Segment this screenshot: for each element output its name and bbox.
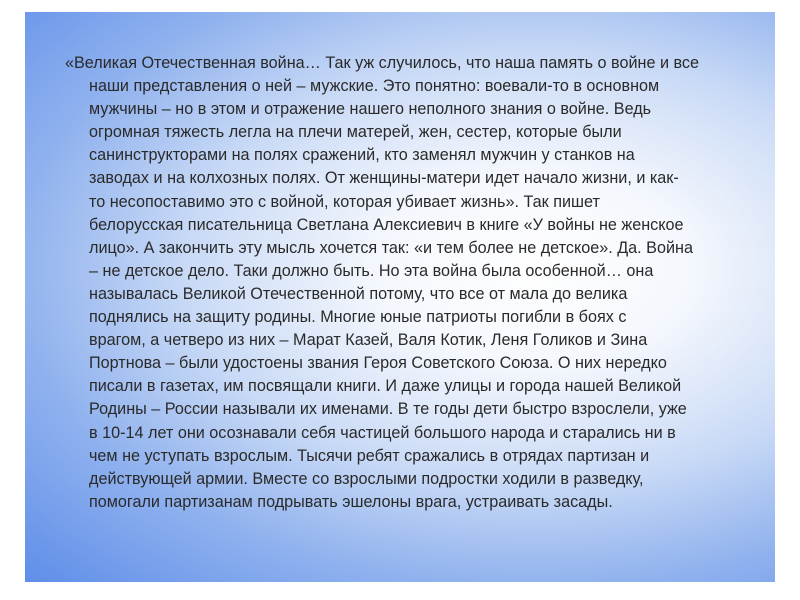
text-line-20: помогали партизанам подрывать эшелоны врага, устраивать засады. — [89, 492, 613, 511]
text-line-2: наши представления о ней – мужские. Это понятно: воевали-то в основном — [89, 77, 660, 96]
slide — [25, 12, 775, 582]
text-line-11: называлась Великой Отечественной потому, что все от мала до велика — [89, 284, 628, 303]
text-line-12: поднялись на защиту родины. Многие юные патриоты погибли в боях с — [89, 308, 627, 327]
text-line-16: Родины – России называли их именами. В те годы дети быстро взрослели, уже — [89, 400, 687, 419]
text-line-13: врагом, а четверо из них – Марат Казей, Валя Котик, Леня Голиков и Зина — [89, 331, 648, 350]
text-line-3: мужчины – но в этом и отражение нашего неполного знания о войне. Ведь — [89, 100, 652, 119]
text-line-6: заводах и на колхозных полях. От женщины-матери идет начало жизни, и как- — [89, 169, 679, 188]
text-line-4: огромная тяжесть легла на плечи матерей, жен, сестер, которые были — [89, 123, 622, 142]
text-line-7: то несопоставимо это с войной, которая убивает жизнь». Так пишет — [89, 192, 600, 211]
text-line-5: санинструкторами на полях сражений, кто заменял мужчин у станков на — [89, 146, 635, 165]
text-line-10: – не детское дело. Таки должно быть. Но эта война была особенной… она — [89, 261, 654, 280]
text-line-14: Портнова – были удостоены звания Героя Советского Союза. О них нередко — [89, 354, 667, 373]
slide-text-block — [65, 52, 740, 514]
text-line-9: лицо». А закончить эту мысль хочется так: «и тем более не детское». Да. Война — [89, 238, 693, 257]
text-line-8: белорусская писательница Светлана Алексиевич в книге «У войны не женское — [89, 215, 684, 234]
text-line-15: писали в газетах, им посвящали книги. И даже улицы и города нашей Великой — [89, 377, 682, 396]
text-line-18: чем не уступать взрослым. Тысячи ребят сражались в отрядах партизан и — [89, 446, 650, 465]
text-line-17: в 10-14 лет они осознавали себя частицей большого народа и старались ни в — [89, 423, 676, 442]
text-line-19: действующей армии. Вместе со взрослыми подростки ходили в разведку, — [89, 469, 644, 488]
text-line-1: «Великая Отечественная война… Так уж случилось, что наша память о войне и все — [65, 54, 700, 72]
